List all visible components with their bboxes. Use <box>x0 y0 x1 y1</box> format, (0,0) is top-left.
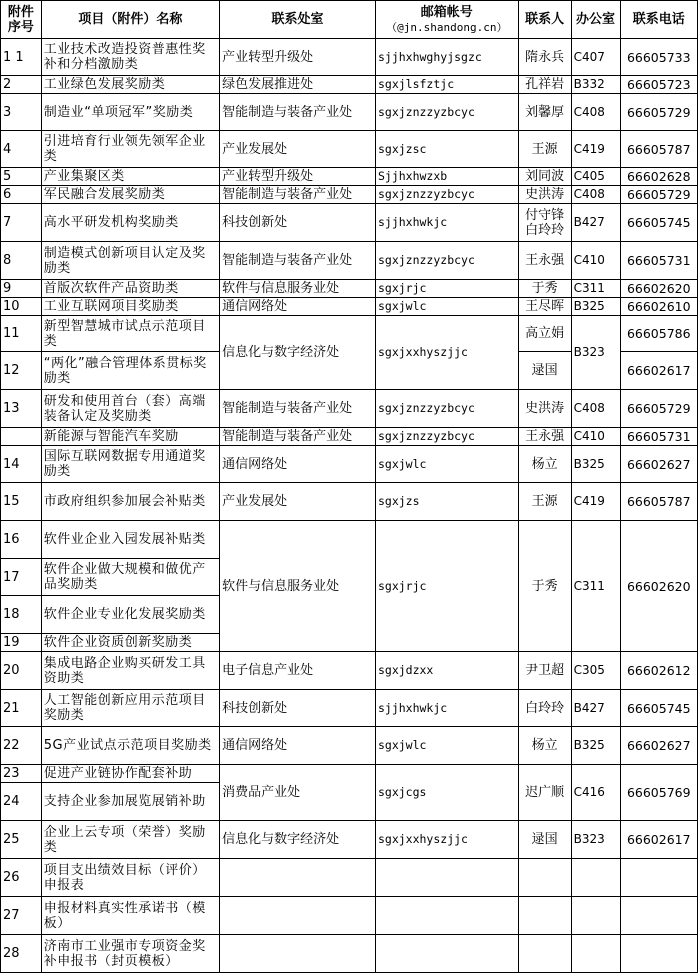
row-name: 软件企业专业化发展奖励类 <box>41 596 219 634</box>
row-room: B427 <box>571 690 620 727</box>
row-contact: 王永强 <box>518 242 571 280</box>
row-dept: 电子信息产业处 <box>220 652 376 690</box>
row-phone: 66605723 <box>620 76 697 94</box>
row-phone: 66605786 <box>620 316 697 352</box>
row-contact: 付守锋 白玲玲 <box>518 204 571 242</box>
row-room: C410 <box>571 242 620 280</box>
row-name: 制造模式创新项目认定及奖励类 <box>41 242 219 280</box>
row-phone: 66602617 <box>620 821 697 859</box>
row-mail: sgxjxxhyszjjc <box>375 316 518 390</box>
row-mail: sgxjznzzyzbcyc <box>375 390 518 428</box>
row-name: 研发和使用首台（套）高端装备认定及奖励类 <box>41 390 219 428</box>
table-row <box>1 690 698 727</box>
header-phone: 联系电话 <box>620 1 697 39</box>
row-contact: 迟广顺 <box>518 765 571 821</box>
row-name: 新能源与智能汽车奖励 <box>41 428 219 446</box>
row-dept <box>220 935 376 973</box>
row-room: C407 <box>571 39 620 76</box>
row-dept: 软件与信息服务业处 <box>220 521 376 652</box>
row-contact <box>518 859 571 897</box>
row-no: 5 <box>1 168 42 186</box>
row-contact: 尹卫超 <box>518 652 571 690</box>
row-mail: sgxjznzzyzbcyc <box>375 186 518 204</box>
table-row <box>1 390 698 428</box>
row-name: 产业集聚区类 <box>41 168 219 186</box>
header-mail-label: 邮箱帐号 <box>420 4 473 20</box>
row-dept: 科技创新处 <box>220 204 376 242</box>
row-no: 4 <box>1 131 42 168</box>
table-row <box>1 935 698 973</box>
row-mail: sgxjzsc <box>375 131 518 168</box>
table-row <box>1 316 698 352</box>
header-contact: 联系人 <box>518 1 571 39</box>
row-phone: 66605745 <box>620 690 697 727</box>
row-name: 工业技术改造投资普惠性奖补和分档激励类 <box>41 39 219 76</box>
row-mail: sjjhxhwkjc <box>375 204 518 242</box>
row-mail: Sjjhxhwzxb <box>375 168 518 186</box>
row-no: 23 <box>1 765 42 783</box>
row-dept: 消费品产业处 <box>220 765 376 821</box>
table-row <box>1 765 698 783</box>
row-room: C408 <box>571 186 620 204</box>
row-no: 10 <box>1 298 42 316</box>
row-dept: 智能制造与装备产业处 <box>220 186 376 204</box>
row-name: 5G产业试点示范项目奖励类 <box>41 727 219 765</box>
header-row <box>1 1 698 39</box>
row-name: 新型智慧城市试点示范项目类 <box>41 316 219 352</box>
row-contact: 白玲玲 <box>518 690 571 727</box>
row-mail <box>375 935 518 973</box>
row-contact: 逯国 <box>518 352 571 390</box>
row-no: 3 <box>1 94 42 131</box>
row-mail <box>375 859 518 897</box>
row-no: 16 <box>1 521 42 559</box>
row-room: B427 <box>571 204 620 242</box>
table-row <box>1 521 698 559</box>
row-phone: 66605729 <box>620 94 697 131</box>
row-room <box>571 859 620 897</box>
row-room: C311 <box>571 521 620 652</box>
row-phone: 66605731 <box>620 242 697 280</box>
row-mail: sgxjlsfztjc <box>375 76 518 94</box>
table-row <box>1 727 698 765</box>
row-contact: 王源 <box>518 483 571 521</box>
row-no <box>1 428 42 446</box>
row-name: 软件业企业入园发展补贴类 <box>41 521 219 559</box>
row-name: 制造业“单项冠军”奖励类 <box>41 94 219 131</box>
row-contact: 王源 <box>518 131 571 168</box>
table-row <box>1 131 698 168</box>
row-room: B323 <box>571 316 620 390</box>
row-name: 济南市工业强市专项资金奖补申报书（封页模板） <box>41 935 219 973</box>
row-dept <box>220 897 376 935</box>
row-mail: sgxjrjc <box>375 280 518 298</box>
row-room: B325 <box>571 446 620 483</box>
row-name: 军民融合发展奖励类 <box>41 186 219 204</box>
table-row <box>1 186 698 204</box>
row-room: B325 <box>571 727 620 765</box>
row-contact <box>518 897 571 935</box>
row-phone: 66602610 <box>620 298 697 316</box>
row-room: C410 <box>571 428 620 446</box>
row-phone: 66602612 <box>620 652 697 690</box>
row-phone: 66605733 <box>620 39 697 76</box>
row-name: 软件企业做大规模和做优产品奖励类 <box>41 559 219 596</box>
table-row <box>1 39 698 76</box>
row-name: 申报材料真实性承诺书（模板） <box>41 897 219 935</box>
header-mail <box>375 1 518 39</box>
row-no: 26 <box>1 859 42 897</box>
row-dept <box>220 859 376 897</box>
row-contact <box>518 935 571 973</box>
row-mail <box>375 897 518 935</box>
row-dept: 智能制造与装备产业处 <box>220 94 376 131</box>
row-mail: sjjhxhwkjc <box>375 690 518 727</box>
row-name: 人工智能创新应用示范项目奖励类 <box>41 690 219 727</box>
row-room: C419 <box>571 131 620 168</box>
row-name: 市政府组织参加展会补贴类 <box>41 483 219 521</box>
row-name: 促进产业链协作配套补助 <box>41 765 219 783</box>
table-row <box>1 76 698 94</box>
row-no: 8 <box>1 242 42 280</box>
row-name: 集成电路企业购买研发工具资助类 <box>41 652 219 690</box>
row-dept: 产业转型升级处 <box>220 39 376 76</box>
row-room: B323 <box>571 821 620 859</box>
row-room: C311 <box>571 280 620 298</box>
row-name: 软件企业资质创新奖励类 <box>41 634 219 652</box>
row-mail: sgxjwlc <box>375 446 518 483</box>
header-room: 办公室 <box>571 1 620 39</box>
row-dept: 智能制造与装备产业处 <box>220 390 376 428</box>
row-contact: 高立娟 <box>518 316 571 352</box>
row-contact: 于秀 <box>518 280 571 298</box>
row-no: 14 <box>1 446 42 483</box>
row-name: 工业互联网项目奖励类 <box>41 298 219 316</box>
row-phone: 66605787 <box>620 483 697 521</box>
row-phone <box>620 859 697 897</box>
row-name: 项目支出绩效目标（评价）申报表 <box>41 859 219 897</box>
row-mail: sjjhxhwghyjsgzc <box>375 39 518 76</box>
row-phone: 66605729 <box>620 390 697 428</box>
table-row <box>1 897 698 935</box>
row-mail: sgxjznzzyzbcyc <box>375 242 518 280</box>
row-dept: 产业发展处 <box>220 131 376 168</box>
row-dept: 绿色发展推进处 <box>220 76 376 94</box>
row-no: 15 <box>1 483 42 521</box>
row-contact: 王尽晖 <box>518 298 571 316</box>
row-dept: 产业转型升级处 <box>220 168 376 186</box>
row-room: B332 <box>571 76 620 94</box>
row-room: C416 <box>571 765 620 821</box>
header-no: 附件序号 <box>1 1 42 39</box>
row-no: 6 <box>1 186 42 204</box>
row-mail: sgxjwlc <box>375 298 518 316</box>
row-no: 20 <box>1 652 42 690</box>
row-contact: 王永强 <box>518 428 571 446</box>
header-dept: 联系处室 <box>220 1 376 39</box>
row-no: 21 <box>1 690 42 727</box>
header-name: 项目（附件）名称 <box>41 1 219 39</box>
table-row <box>1 298 698 316</box>
row-dept: 通信网络处 <box>220 727 376 765</box>
row-name: 工业绿色发展奖励类 <box>41 76 219 94</box>
row-dept: 信息化与数字经济处 <box>220 316 376 390</box>
table-row <box>1 428 698 446</box>
row-phone: 66602628 <box>620 168 697 186</box>
row-no: 28 <box>1 935 42 973</box>
table-row <box>1 859 698 897</box>
row-dept: 信息化与数字经济处 <box>220 821 376 859</box>
row-room: B325 <box>571 298 620 316</box>
row-dept: 软件与信息服务业处 <box>220 280 376 298</box>
row-no: 11 <box>1 316 42 352</box>
row-phone: 66602620 <box>620 521 697 652</box>
row-contact: 杨立 <box>518 446 571 483</box>
row-room: C408 <box>571 94 620 131</box>
row-no: 12 <box>1 352 42 390</box>
row-name: 企业上云专项（荣誉）奖励类 <box>41 821 219 859</box>
row-mail: sgxjznzzyzbcyc <box>375 428 518 446</box>
row-name: 支持企业参加展览展销补助 <box>41 783 219 821</box>
table-row <box>1 204 698 242</box>
table-row <box>1 168 698 186</box>
row-contact: 逯国 <box>518 821 571 859</box>
row-phone: 66605745 <box>620 204 697 242</box>
row-contact: 史洪涛 <box>518 390 571 428</box>
row-contact: 刘同波 <box>518 168 571 186</box>
row-contact: 杨立 <box>518 727 571 765</box>
table-row <box>1 821 698 859</box>
row-no: 18 <box>1 596 42 634</box>
row-dept: 科技创新处 <box>220 690 376 727</box>
row-mail: sgxjcgs <box>375 765 518 821</box>
row-phone <box>620 935 697 973</box>
row-name: 高水平研发机构奖励类 <box>41 204 219 242</box>
table-row <box>1 242 698 280</box>
row-phone: 66602620 <box>620 280 697 298</box>
table-row <box>1 652 698 690</box>
row-phone: 66602627 <box>620 727 697 765</box>
row-no: 13 <box>1 390 42 428</box>
table-row <box>1 94 698 131</box>
table-row <box>1 446 698 483</box>
row-room: C405 <box>571 168 620 186</box>
row-dept: 通信网络处 <box>220 298 376 316</box>
row-phone: 66605731 <box>620 428 697 446</box>
row-mail: sgxjznzzyzbcyc <box>375 94 518 131</box>
row-room <box>571 935 620 973</box>
row-contact: 刘馨厚 <box>518 94 571 131</box>
row-no: 7 <box>1 204 42 242</box>
row-mail: sgxjdzxx <box>375 652 518 690</box>
row-phone: 66605769 <box>620 765 697 821</box>
table-row <box>1 280 698 298</box>
row-mail: sgxjwlc <box>375 727 518 765</box>
row-name: “两化”融合管理体系贯标奖励类 <box>41 352 219 390</box>
header-mail-domain: （@jn.shandong.cn） <box>386 20 508 34</box>
row-phone: 66602627 <box>620 446 697 483</box>
row-dept: 智能制造与装备产业处 <box>220 428 376 446</box>
row-dept: 智能制造与装备产业处 <box>220 242 376 280</box>
row-phone: 66602617 <box>620 352 697 390</box>
row-no: 19 <box>1 634 42 652</box>
row-phone: 66605787 <box>620 131 697 168</box>
row-name: 引进培育行业领先领军企业类 <box>41 131 219 168</box>
row-no: 1 1 <box>1 39 42 76</box>
row-mail: sgxjzs <box>375 483 518 521</box>
row-dept: 产业发展处 <box>220 483 376 521</box>
row-dept: 通信网络处 <box>220 446 376 483</box>
row-no: 25 <box>1 821 42 859</box>
row-contact: 史洪涛 <box>518 186 571 204</box>
row-mail: sgxjxxhyszjjc <box>375 821 518 859</box>
row-contact: 隋永兵 <box>518 39 571 76</box>
row-no: 2 <box>1 76 42 94</box>
row-phone <box>620 897 697 935</box>
row-no: 27 <box>1 897 42 935</box>
table-row <box>1 483 698 521</box>
row-name: 首版次软件产品资助类 <box>41 280 219 298</box>
row-contact: 孔祥岩 <box>518 76 571 94</box>
row-no: 9 <box>1 280 42 298</box>
row-room: C408 <box>571 390 620 428</box>
row-name: 国际互联网数据专用通道奖励类 <box>41 446 219 483</box>
row-room: C305 <box>571 652 620 690</box>
row-mail: sgxjrjc <box>375 521 518 652</box>
row-no: 17 <box>1 559 42 596</box>
row-no: 24 <box>1 783 42 821</box>
row-room <box>571 897 620 935</box>
row-no: 22 <box>1 727 42 765</box>
row-contact: 于秀 <box>518 521 571 652</box>
row-room: C419 <box>571 483 620 521</box>
row-phone: 66605729 <box>620 186 697 204</box>
